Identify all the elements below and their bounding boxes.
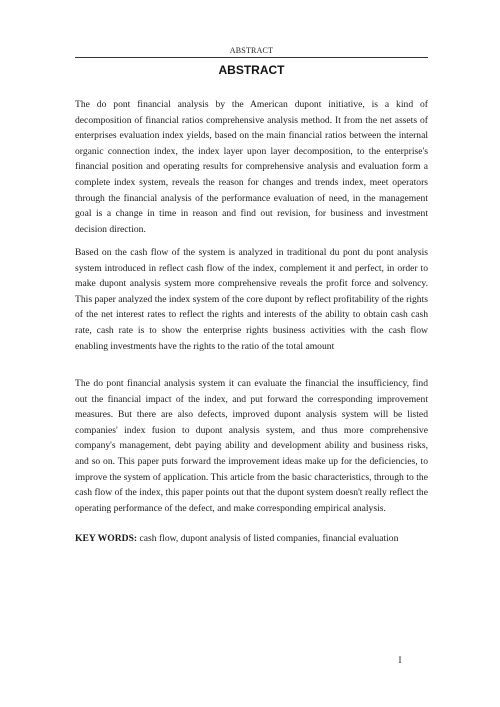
keywords-text: cash flow, dupont analysis of listed companies, financial evaluation bbox=[137, 533, 399, 544]
abstract-paragraph-2: Based on the cash flow of the system is analyzed in traditional du pont du pont analysis system introduced in reflect cash flow of the index, complement it and perfect, in order to make dupont analysis system more comprehensive reveals the profit force and solvency. This paper analyzed the index system of the core dupont by reflect profitability of the rights of the net interest rates to reflect the rights and interests of the ability to obtain cash cash rate, cash rate is to show the enterprise rights business activities with the cash flow enabling investments have the rights to the ratio of the total amount bbox=[75, 247, 428, 352]
running-header: ABSTRACT bbox=[229, 46, 274, 55]
page-number: I bbox=[398, 655, 402, 665]
keywords-line bbox=[75, 531, 428, 547]
abstract-paragraph-3: The do pont financial analysis system it can evaluate the financial the insufficiency, find out the financial impact of the index, and put forward the corresponding improvement measures. But there are also defects, improved dupont analysis system will be listed companies' index fusion to dupont analysis system, and thus more comprehensive company's management, debt paying ability and development ability and business risks, and so on. This paper puts forward the improvement ideas make up for the deficiencies, to improve the system of application. This article from the basic characteristics, through to the cash flow of the index, this paper points out that the dupont system doesn't really reflect the operating performance of the defect, and make corresponding empirical analysis. bbox=[75, 378, 428, 514]
page-title: ABSTRACT bbox=[218, 63, 285, 77]
keywords-label: KEY WORDS: bbox=[75, 533, 138, 544]
abstract-paragraph-1: The do pont financial analysis by the American dupont initiative, is a kind of decomposition of financial ratios comprehensive analysis method. It from the net assets of enterprises evaluation index yields, based on the main financial ratios between the internal organic connection index, the index layer upon layer decomposition, to the enterprise's financial position and operating results for comprehensive analysis and evaluation form a complete index system, reveals the reason for changes and trends index, meet operators through the financial analysis of the performance evaluation of need, in the management goal is a change in time in reason and find out revision, for business and investment decision direction. bbox=[75, 99, 428, 235]
header-divider bbox=[75, 57, 428, 58]
